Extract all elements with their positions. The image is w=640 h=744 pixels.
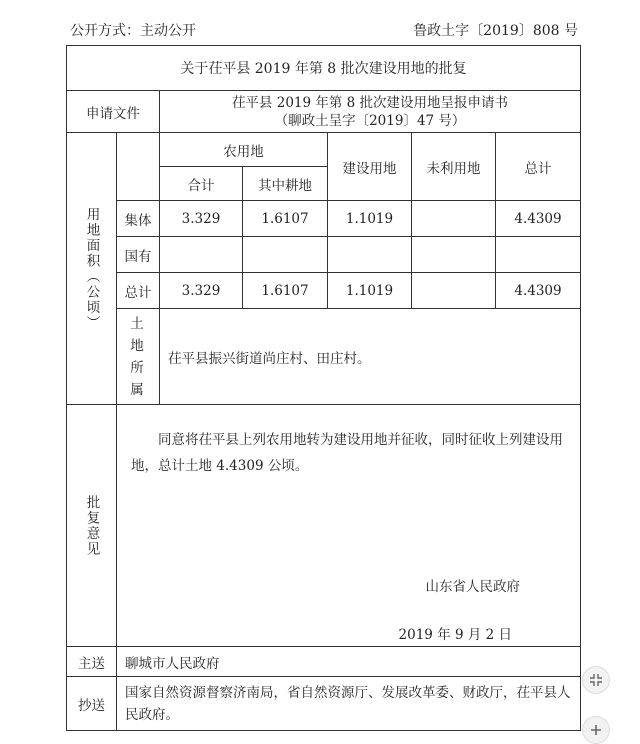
ownership-label-text: 土地所属 <box>130 315 146 398</box>
cell-total <box>496 237 581 273</box>
cell-unused <box>412 237 496 273</box>
application-value <box>160 91 581 133</box>
opinion-date: 2019 年 9 月 2 日 <box>398 627 513 643</box>
col-cultivated-header: 其中耕地 <box>243 167 328 201</box>
header-blank-cell <box>117 133 160 201</box>
cell-subtotal: 3.329 <box>160 273 243 309</box>
row-label: 总计 <box>117 273 160 309</box>
area-label <box>67 133 117 405</box>
cell-cultivated: 1.6107 <box>243 201 328 237</box>
application-line-2: （聊政土呈字〔2019〕47 号） <box>274 112 466 129</box>
cell-unused <box>412 201 496 237</box>
row-label: 国有 <box>117 237 160 273</box>
cell-subtotal: 3.329 <box>160 201 243 237</box>
plus-icon-glyph <box>589 723 603 737</box>
opinion-label-text: 批复意见 <box>83 494 100 557</box>
col-subtotal-header: 合计 <box>160 167 243 201</box>
opinion-text: 同意将茌平县上列农用地转为建设用地并征收，同时征收上列建设用地，总计土地 4.4309 公顷。 <box>131 432 563 474</box>
opinion-org: 山东省人民政府 <box>425 579 521 595</box>
main-send-value: 聊城市人民政府 <box>117 647 581 677</box>
collapse-icon[interactable] <box>582 666 610 694</box>
col-unused-header: 未利用地 <box>412 133 496 201</box>
approval-table <box>66 45 581 731</box>
cell-construction: 1.1019 <box>328 273 412 309</box>
row-label: 集体 <box>117 201 160 237</box>
copy-label: 抄送 <box>67 677 117 731</box>
col-agri-header: 农用地 <box>160 133 328 167</box>
cell-construction <box>328 237 412 273</box>
cell-unused <box>412 273 496 309</box>
collapse-icon-glyph <box>589 673 603 687</box>
main-send-label: 主送 <box>67 647 117 677</box>
cell-total: 4.4309 <box>496 201 581 237</box>
table-row <box>67 237 581 273</box>
col-construction-header: 建设用地 <box>328 133 412 201</box>
document-number: 鲁政土字〔2019〕808 号 <box>413 23 578 39</box>
approval-title: 关于茌平县 2019 年第 8 批次建设用地的批复 <box>67 46 581 91</box>
cell-construction: 1.1019 <box>328 201 412 237</box>
application-label: 申请文件 <box>67 91 160 133</box>
col-total-header: 总计 <box>496 133 581 201</box>
area-label-text: 用地面积（公顷） <box>83 206 100 331</box>
cell-cultivated: 1.6107 <box>243 273 328 309</box>
cell-total: 4.4309 <box>496 273 581 309</box>
table-row <box>67 201 581 237</box>
ownership-value: 茌平县振兴街道尚庄村、田庄村。 <box>160 309 581 405</box>
opinion-label <box>67 405 117 647</box>
copy-value: 国家自然资源督察济南局，省自然资源厅、发展改革委、财政厅，茌平县人民政府。 <box>117 677 581 731</box>
ownership-label <box>117 309 160 405</box>
disclosure-label: 公开方式：主动公开 <box>70 23 196 39</box>
opinion-body <box>117 405 581 647</box>
cell-cultivated <box>243 237 328 273</box>
table-row <box>67 273 581 309</box>
cell-subtotal <box>160 237 243 273</box>
application-line-1: 茌平县 2019 年第 8 批次建设用地呈报申请书 <box>231 94 509 111</box>
